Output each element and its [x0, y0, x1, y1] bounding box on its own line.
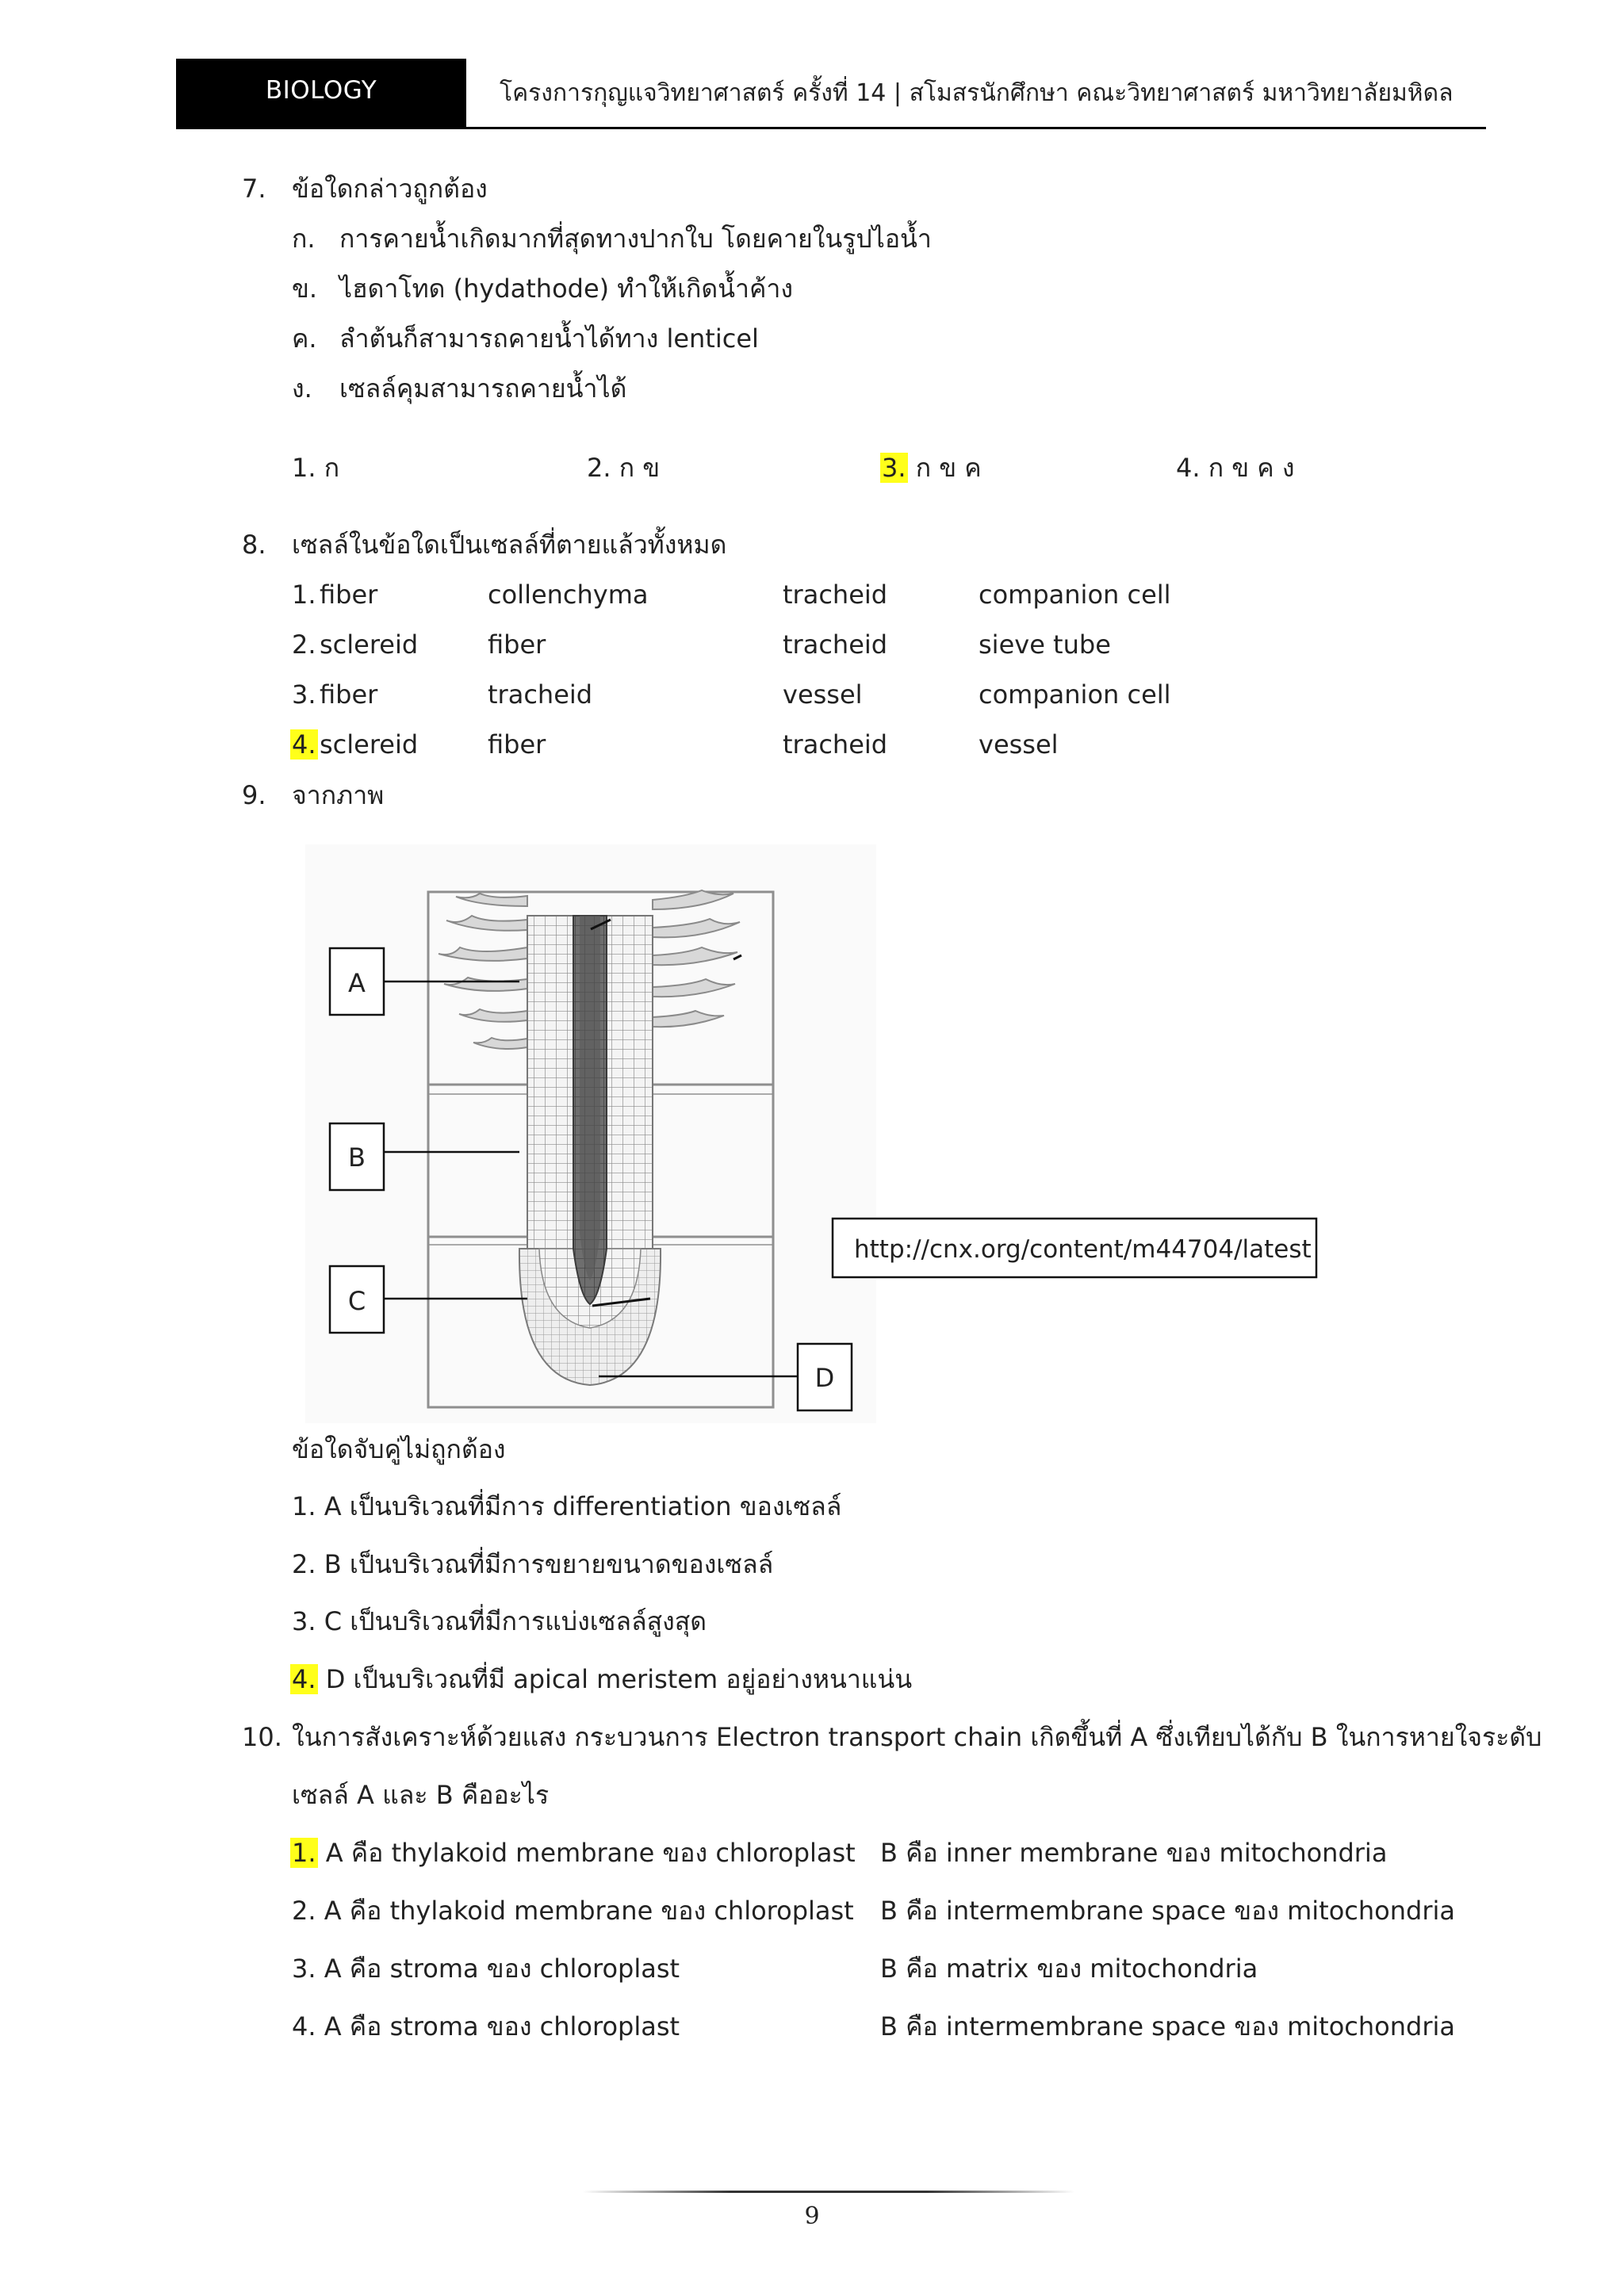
q8-cell: fiber — [488, 629, 546, 660]
q9-stem: จากภาพ — [292, 780, 385, 810]
q8-cell: tracheid — [783, 629, 888, 660]
q8-cell: vessel — [783, 679, 863, 710]
q7-choice-number: 2. — [587, 453, 611, 483]
q9-choice-text: C เป็นบริเวณที่มีการแบ่งเซลล์สูงสุด — [324, 1606, 707, 1636]
q7-choice-correct — [880, 452, 982, 484]
q8-cell: tracheid — [783, 580, 888, 610]
q8-cell: fiber — [320, 679, 378, 710]
page-number: 9 — [804, 2202, 820, 2230]
q8-cell: sclereid — [320, 729, 419, 760]
q9-choice — [292, 1490, 841, 1522]
q8-row-number: 1. — [292, 580, 316, 610]
q7-choice-text: ก ข ค — [915, 453, 982, 483]
q9-choice — [292, 1605, 707, 1637]
q10-choice-a: A คือ stroma ของ chloroplast — [324, 2011, 680, 2042]
q10-choice-number: 4. — [292, 2011, 316, 2042]
root-tip-figure — [289, 821, 1344, 1423]
xylem-core — [580, 916, 600, 1280]
answer-highlight: 4. — [292, 729, 316, 760]
footer-rule — [583, 2191, 1074, 2193]
q7-choice-text: ก ข ค ง — [1208, 453, 1295, 483]
q7-choice-number: 4. — [1176, 453, 1201, 483]
label-c-text: C — [347, 1286, 366, 1316]
q7-choice — [587, 452, 660, 484]
q8-cell: sclereid — [320, 629, 419, 660]
q9-choice-number: 1. — [292, 1491, 316, 1521]
label-b-text: B — [348, 1142, 366, 1173]
q10-stem-continued: เซลล์ A และ B คืออะไร — [292, 1780, 550, 1810]
q10-choice-b: B คือ matrix ของ mitochondria — [880, 1954, 1258, 1984]
q10-choice-correct — [290, 1837, 856, 1869]
answer-highlight: 4. — [292, 1664, 316, 1694]
q8-stem: เซลล์ในข้อใดเป็นเซลล์ที่ตายแล้วทั้งหมด — [292, 530, 727, 560]
q7-option-text: การคายน้ำเกิดมากที่สุดทางปากใบ โดยคายในรูปไอน้ำ — [339, 224, 932, 254]
q8-cell: collenchyma — [488, 580, 649, 610]
q10-choice-number: 2. — [292, 1896, 316, 1926]
label-a-text: A — [348, 968, 366, 998]
q8-cell: tracheid — [783, 729, 888, 760]
q7-choice-text: ก ข — [619, 453, 661, 483]
q7-option-label: ข. — [292, 274, 318, 304]
q7-stem: ข้อใดกล่าวถูกต้อง — [292, 174, 488, 204]
header-title: โครงการกุญแจวิทยาศาสตร์ ครั้งที่ 14 | สโมสรนักศึกษา คณะวิทยาศาสตร์ มหาวิทยาลัยมหิดล — [500, 79, 1454, 107]
figure-source-url: http://cnx.org/content/m44704/latest — [854, 1235, 1312, 1264]
q10-choice — [292, 1895, 854, 1927]
q9-choice-text: A เป็นบริเวณที่มีการ differentiation ของเซลล์ — [324, 1491, 842, 1521]
q8-row-number: 3. — [292, 679, 316, 710]
q7-choice-number: 1. — [292, 453, 316, 483]
q10-choice-a: A คือ thylakoid membrane ของ chloroplast — [324, 1896, 854, 1926]
answer-highlight: 1. — [292, 1838, 316, 1868]
q10-stem: ในการสังเคราะห์ด้วยแสง กระบวนการ Electron transport chain เกิดขึ้นที่ A ซึ่งเทียบได้กับ B ในการหายใจระดับ — [292, 1722, 1542, 1752]
header-rule — [176, 127, 1486, 129]
q9-choice-text: D เป็นบริเวณที่มี apical meristem อยู่อย่างหนาแน่น — [325, 1664, 913, 1694]
header-subject: BIOLOGY — [265, 76, 377, 105]
q8-row-number: 2. — [292, 629, 316, 660]
q8-cell: fiber — [320, 580, 378, 610]
q10-number: 10. — [242, 1722, 282, 1752]
q7-choice-text: ก — [324, 453, 340, 483]
q9-prompt: ข้อใดจับคู่ไม่ถูกต้อง — [292, 1434, 506, 1464]
q7-number: 7. — [242, 174, 266, 204]
q8-cell: vessel — [979, 729, 1059, 760]
q7-choice — [1176, 452, 1295, 484]
q9-choice-correct — [290, 1663, 912, 1695]
q9-choice-number: 2. — [292, 1549, 316, 1579]
q9-choice-text: B เป็นบริเวณที่มีการขยายขนาดของเซลล์ — [324, 1549, 774, 1579]
q8-number: 8. — [242, 530, 266, 560]
q10-choice — [292, 1953, 680, 1984]
q7-option-label: ก. — [292, 224, 316, 254]
q8-row-number-correct — [290, 729, 318, 760]
q10-choice — [292, 2011, 680, 2042]
q7-option-label: ง. — [292, 373, 312, 404]
q10-choice-a: A คือ thylakoid membrane ของ chloroplast — [325, 1838, 856, 1868]
q8-cell: fiber — [488, 729, 546, 760]
q8-cell: tracheid — [488, 679, 593, 710]
q7-option-text: ลำต้นก็สามารถคายน้ำได้ทาง lenticel — [339, 323, 759, 354]
q9-number: 9. — [242, 780, 266, 810]
q10-choice-number: 3. — [292, 1954, 316, 1984]
q7-option-text: เซลล์คุมสามารถคายน้ำได้ — [339, 373, 627, 404]
answer-highlight: 3. — [882, 453, 906, 483]
q8-cell: companion cell — [979, 580, 1171, 610]
q7-option-label: ค. — [292, 323, 317, 354]
label-d-text: D — [814, 1363, 835, 1393]
q7-option-text: ไฮดาโทด (hydathode) ทำให้เกิดน้ำค้าง — [339, 274, 794, 304]
q10-choice-a: A คือ stroma ของ chloroplast — [324, 1954, 680, 1984]
q8-cell: sieve tube — [979, 629, 1111, 660]
figure-source — [833, 1219, 1316, 1277]
q9-choice-number: 3. — [292, 1606, 316, 1636]
q7-choice — [292, 452, 339, 484]
q10-choice-b: B คือ intermembrane space ของ mitochondria — [880, 1896, 1455, 1926]
q9-choice — [292, 1548, 773, 1580]
q10-choice-b: B คือ intermembrane space ของ mitochondria — [880, 2011, 1455, 2042]
q10-choice-b: B คือ inner membrane ของ mitochondria — [880, 1838, 1388, 1868]
q8-cell: companion cell — [979, 679, 1171, 710]
